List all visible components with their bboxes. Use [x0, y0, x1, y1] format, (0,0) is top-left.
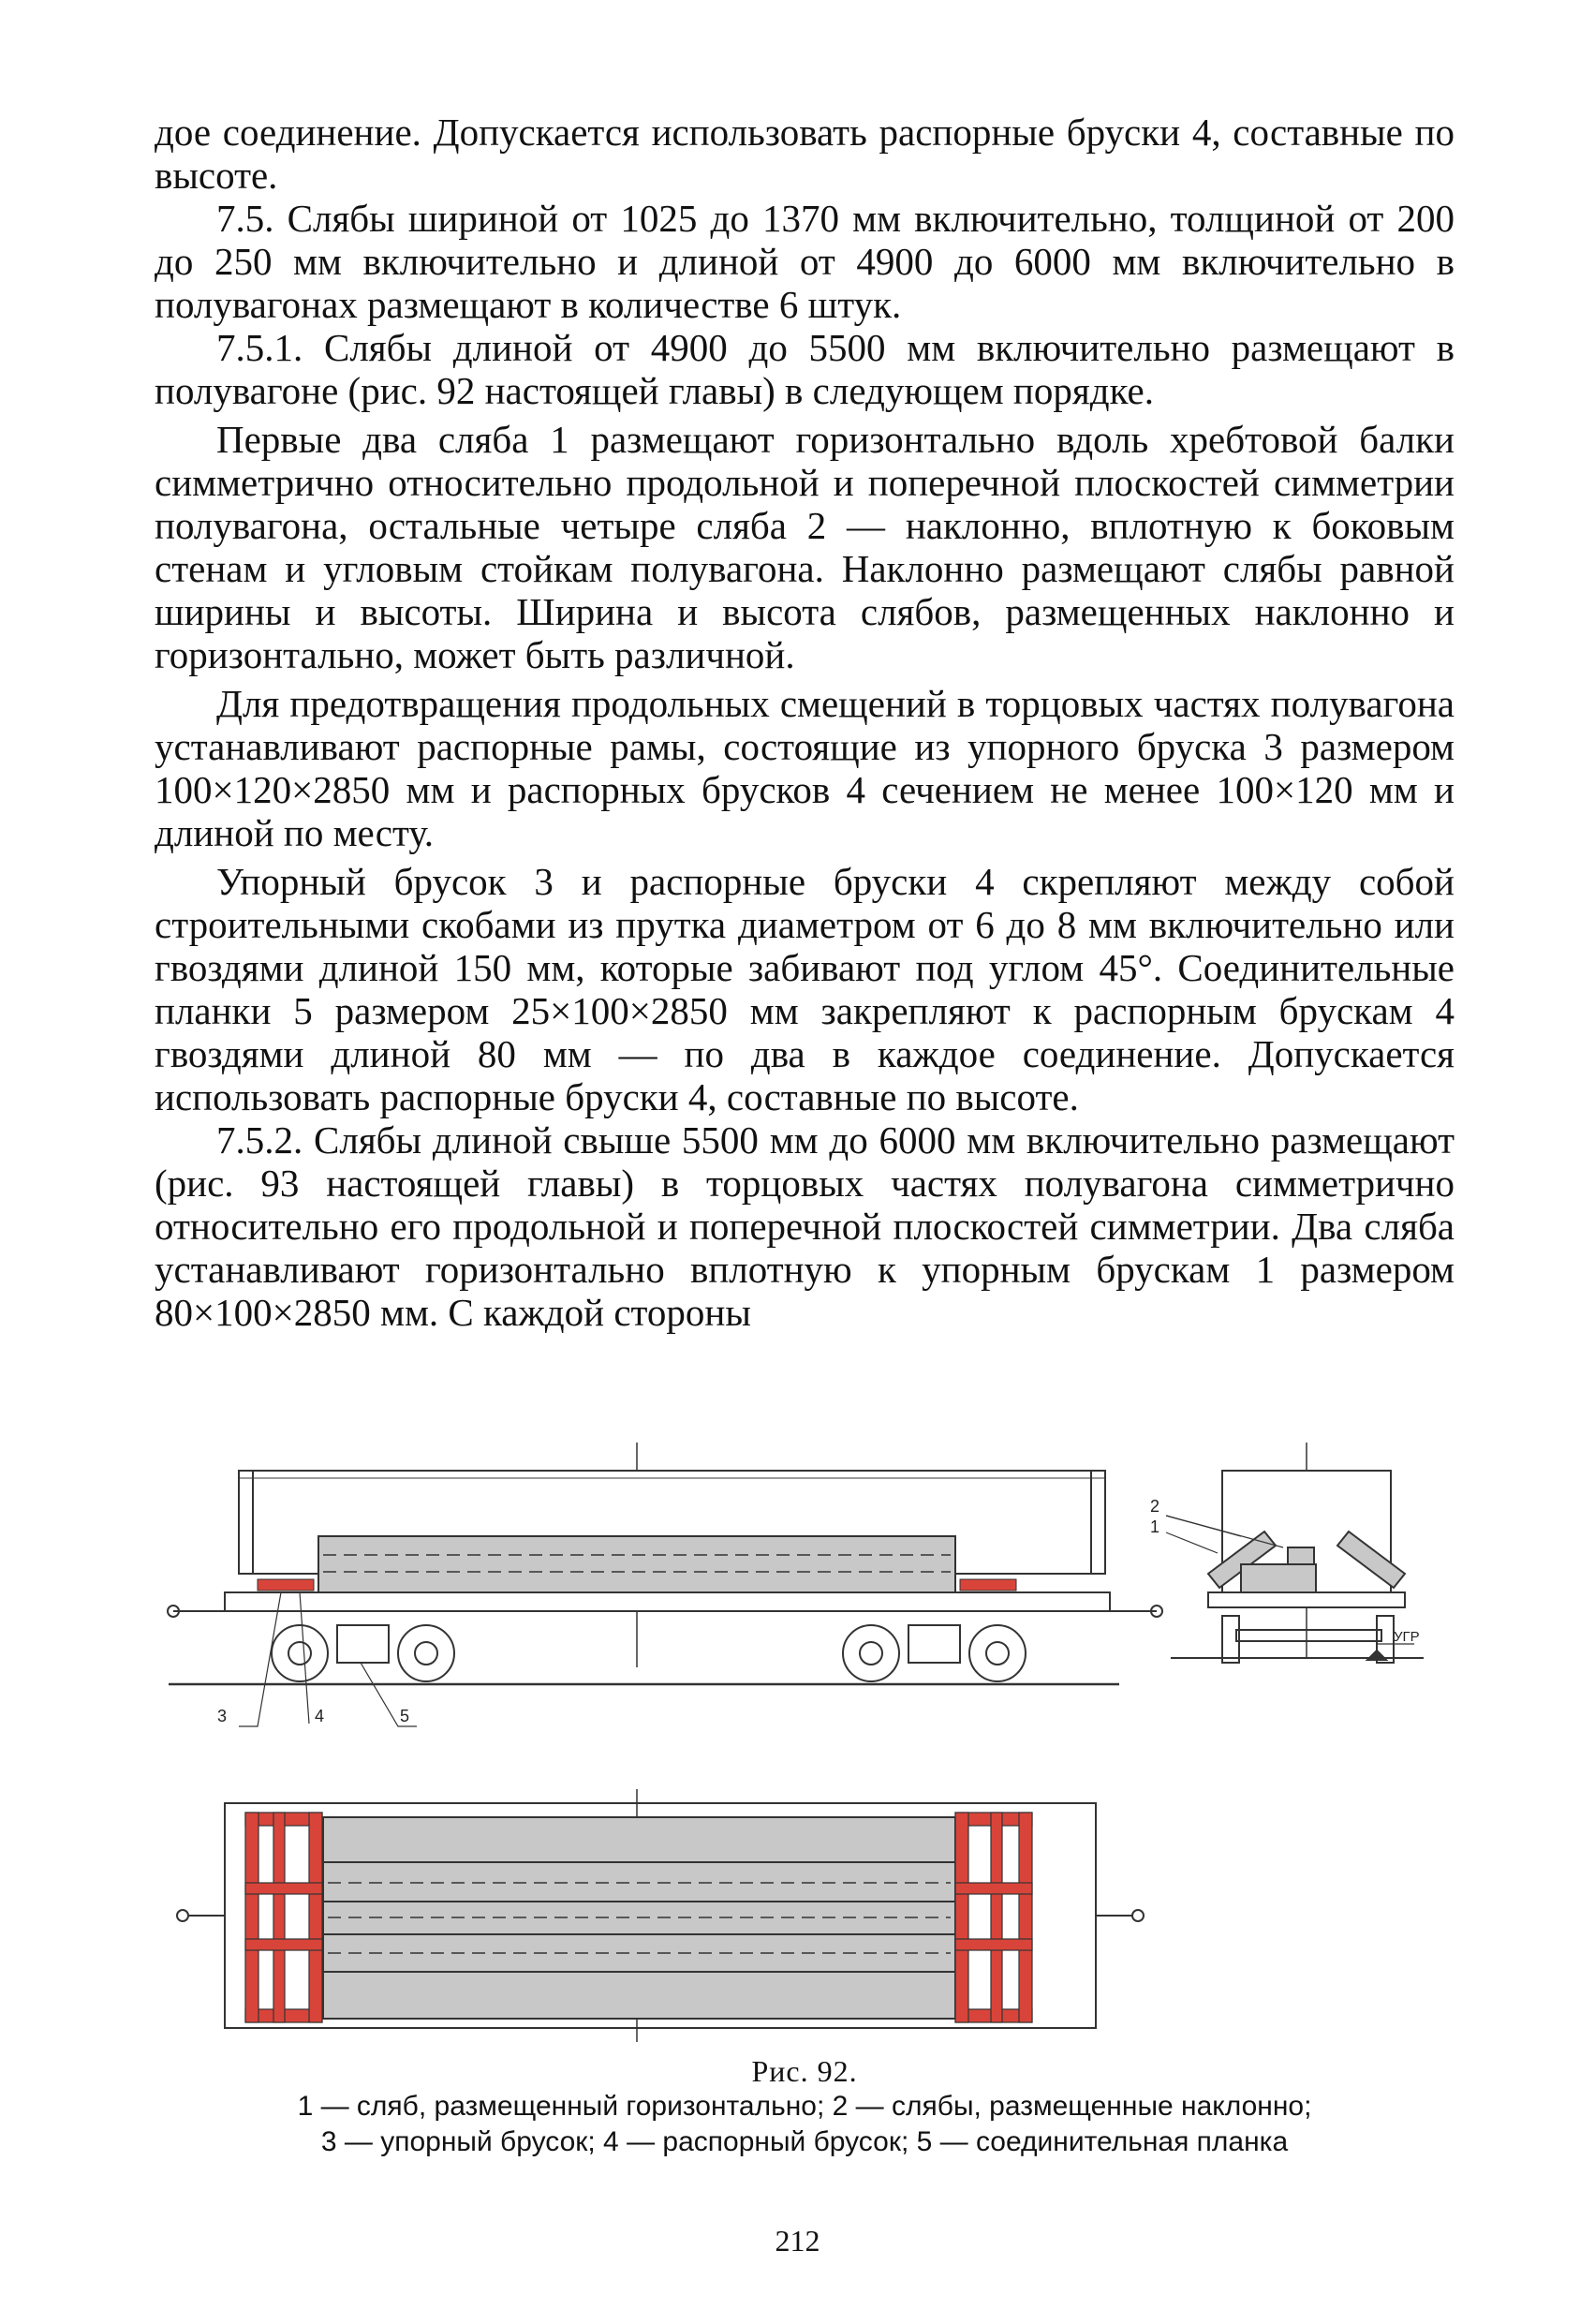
paragraph-1: дое соединение. Допускается использовать распорные бруски 4, составные по высоте.: [155, 111, 1455, 197]
label-5: 5: [400, 1707, 410, 1725]
paragraph-5: Для предотвращения продольных смещений в торцовых частях полувагона устанавливают распорные рамы, состоящие из упорного бруска 3 размером 100×120×2850 мм и распорных брусков 4 сечением не менее 100×120 мм и длиной по месту.: [155, 682, 1455, 854]
paragraph-6: Упорный брусок 3 и распорные бруски 4 скрепляют между собой строительными скобами из прутка диаметром от 6 до 8 мм включительно или гвоздями длиной 150 мм, которые забивают под углом 45°. Соединительные планки 5 размером 25×100×2850 мм закрепляют к распорным брускам 4 гвоздями длиной 80 мм — по два в каждое соединение. Допускается использовать распорные бруски 4, составные по высоте.: [155, 860, 1455, 1118]
figure-caption-title: Рис. 92.: [751, 2054, 858, 2088]
label-3: 3: [217, 1707, 228, 1725]
side-view: [168, 1443, 1162, 1726]
paragraph-2: 7.5. Слябы шириной от 1025 до 1370 мм включительно, толщиной от 200 до 250 мм включительно и длиной от 4900 до 6000 мм включительно в полувагонах размещают в количестве 6 штук.: [155, 197, 1455, 326]
stop-bar-right: [960, 1579, 1016, 1591]
figure-caption-line-2: 3 — упорный брусок; 4 — распорный брусок; 5 — соединительная планка: [320, 2126, 1289, 2157]
label-1: 1: [1150, 1517, 1160, 1536]
plan-view: [177, 1789, 1144, 2042]
body-text: [155, 111, 1455, 1334]
paragraph-7: 7.5.2. Слябы длиной свыше 5500 мм до 6000 мм включительно размещают (рис. 93 настоящей главы) в торцовых частях полувагона симметрично относительно его продольной и поперечной плоскостей симметрии. Два сляба устанавливают горизонтально вплотную к упорным брускам 1 размером 80×100×2850 мм. С каждой стороны: [155, 1118, 1455, 1334]
label-ugr: УГР: [1394, 1629, 1420, 1645]
stop-bar-left: [258, 1579, 314, 1591]
spacer-frame-right: [955, 1813, 1032, 2022]
paragraph-4: Первые два сляба 1 размещают горизонтально вдоль хребтовой балки симметрично относительно продольной и поперечной плоскостей симметрии полувагона, остальные четыре сляба 2 — наклонно, вплотную к боковым стенам и угловым стойкам полувагона. Наклонно размещают слябы равной ширины и высоты. Ширина и высота слябов, размещенных наклонно и горизонтально, может быть различной.: [155, 418, 1455, 676]
page-number: 212: [775, 2224, 820, 2257]
paragraph-3: 7.5.1. Слябы длиной от 4900 до 5500 мм включительно размещают в полувагоне (рис. 92 настоящей главы) в следующем порядке.: [155, 326, 1455, 412]
figure-caption-line-1: 1 — сляб, размещенный горизонтально; 2 — слябы, размещенные наклонно;: [297, 2091, 1312, 2122]
spacer-frame-left: [245, 1813, 322, 2022]
label-2: 2: [1150, 1497, 1160, 1516]
end-view: [1166, 1443, 1424, 1663]
figure-92: [0, 1443, 1595, 2051]
label-4: 4: [315, 1707, 325, 1725]
slab-side: [318, 1536, 955, 1592]
wagon-drawing: [0, 1443, 1595, 2051]
